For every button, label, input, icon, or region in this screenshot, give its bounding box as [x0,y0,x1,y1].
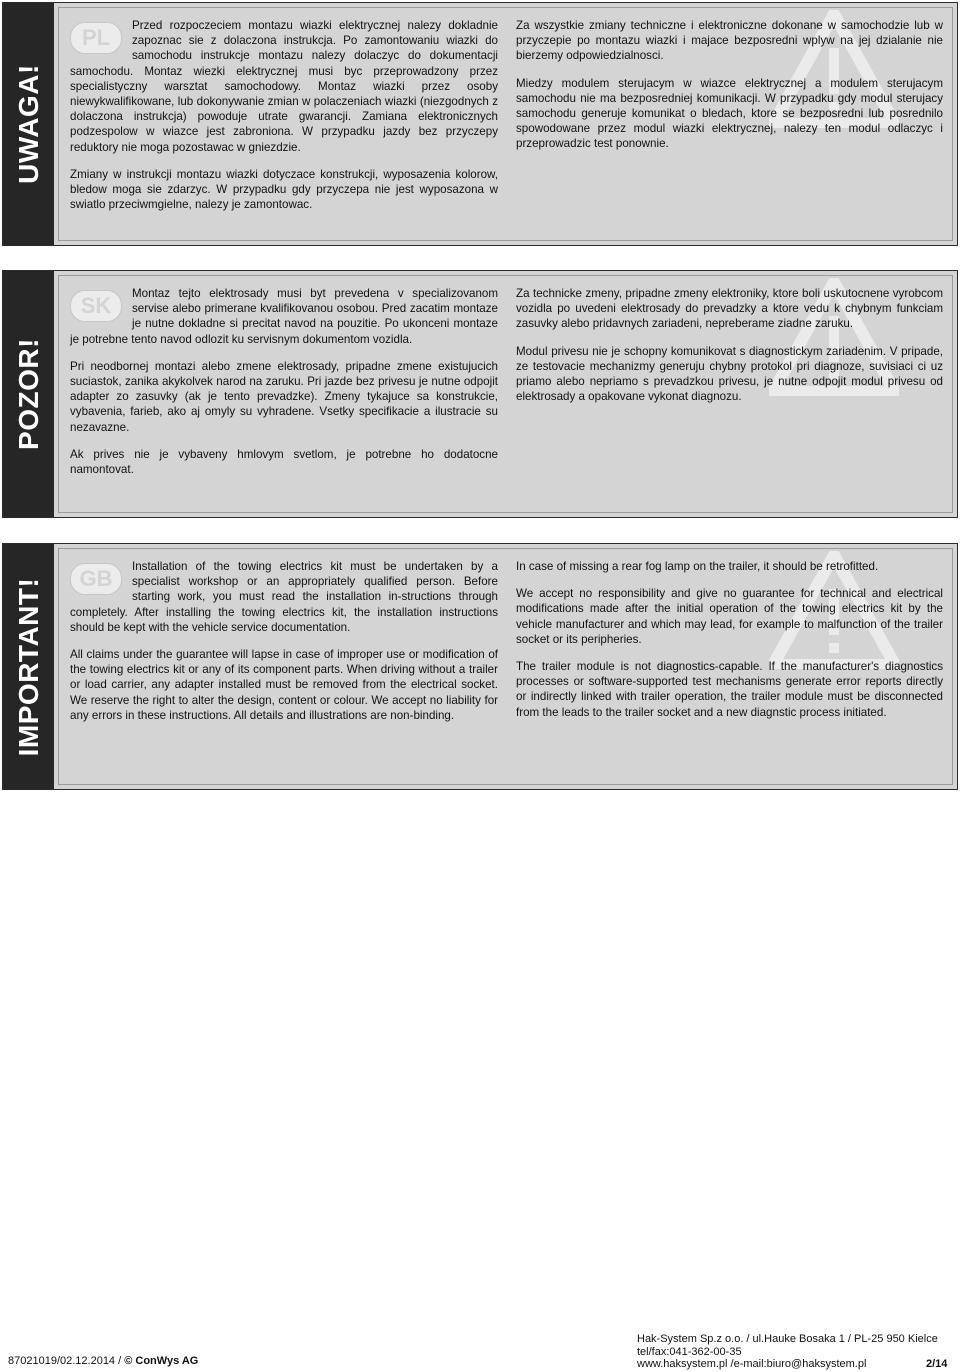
right-column [516,18,943,164]
section-content [58,548,953,785]
language-badge-gb: GB [70,563,122,595]
left-column [70,18,498,224]
warning-section-sk [2,270,958,518]
paragraph: Modul privesu nie je schopny komunikovat s diagnostickym zariadenim. V pripade, ze testovacie mechanizmy generuju chybny protokol pri diagnoze, suvisiaci ci uz priamo alebo nepriamo s prevadzkou privesu, je nutne odpojit modul privesu od elektrosady a opakovane vykonat diagnozu. [516,344,943,404]
paragraph: Przed rozpoczeciem montazu wiazki elektrycznej nalezy dokladnie zapoznac sie z dolaczona instrukcja. Po zamontowaniu wiazki do samochodu instrukcje montazu nalezy dolaczyc do dokumentacji samochodu. Montaz wiezki elektrycznej musi byc przeprowadzony przez specialistyczny warsztat samochodowy. Montaz wiazki przez osoby niewykwalifikowane, lub dokonywanie zmian w polaczeniach wiazki (niezgodnych z dolaczona instrukcja) powoduje utrate gwarancji. Zamiana elektronicznych podzespolow w wiazce jest zabroniona. W przypadku jazdy bez przyczepy reduktory nie moga pozostawac w gniezdzie. [70,19,498,154]
right-column [516,286,943,416]
paragraph: Za wszystkie zmiany techniczne i elektroniczne dokonane w samochodzie lub w przyczepie po montazu wiazki i majace bezposredni wplyw na jej dzialanie nie bierzemy odpowiedzialnosci. [516,19,943,63]
side-label-bar [3,271,54,517]
paragraph: Miedzy modulem sterujacym w wiazce elektrycznej a modulem sterujacym samochodu nie ma bezposredniej komunikacji. W przypadku gdy modul sterujacy samochodu generuje komunikat o bledach, ktore se bezposredni lub posrednilo spowodowane przez modul wiazki elektrycznej, nalezy ten modul odlaczyc i przeprowadzic test ponownie. [516,76,943,151]
paragraph: Installation of the towing electrics kit must be undertaken by a specialist workshop or an appropriately qualified person. Before starting work, you must read the installation in-structions through completely. After installing the towing electrics kit, the installation instructions should be kept with the vehicle service documentation. [70,560,498,634]
warning-section-pl [2,2,958,246]
footer-doc-id [8,1355,198,1368]
right-column [516,559,943,732]
company-phone: tel/fax:041-362-00-35 [637,1345,742,1358]
copyright: © ConWys AG [124,1355,199,1367]
paragraph: Pri neodbornej montazi alebo zmene elektrosady, pripadne zmene existujucich suciastok, zanika akykolvek narod na zaruku. Pri jazde bez privesu je nutne odpojit adapter zo zasuvky (ak je tento prevadzke). Zmeny tykajuce sa konstrukcie, vybavenia, farieb, ako aj omyly su vyhradene. Vsetky specifikacie a ilustracie su nezavazne. [70,359,498,434]
company-address: Hak-System Sp.z o.o. / ul.Hauke Bosaka 1 / PL-25 950 Kielce [637,1333,938,1345]
left-column [70,559,498,735]
side-label-bar [3,3,54,245]
footer-company [637,1333,938,1371]
document-number: 87021019/02.12.2014 / [8,1355,122,1367]
section-content [58,275,953,513]
side-label: IMPORTANT! [12,577,44,756]
side-label: UWAGA! [12,64,44,184]
paragraph: Zmiany w instrukcji montazu wiazki dotyczace konstrukcji, wyposazenia kolorow, bledow moga sie zdarzyc. W przypadku gdy przyczepa nie jest wyposazona w swiatlo przeciwmgielne, nalezy je zamontowac. [70,167,498,212]
paragraph: The trailer module is not diagnostics-capable. If the manufacturer's diagnostics processes or software-supported test mechanisms generate error reports directly or indirectly linked with trailer operation, the trailer module must be disconnected from the leads to the trailer socket and a new diagnstic process initiated. [516,660,943,719]
side-label: POZOR! [12,338,44,450]
paragraph: In case of missing a rear fog lamp on the trailer, it should be retrofitted. [516,560,879,573]
paragraph: All claims under the guarantee will lapse in case of improper use or modification of the towing electrics kit or any of its component parts. When driving without a trailer or load carrier, any adapter installed must be removed from the electrical socket. We reserve the right to alter the design, content or colour. We accept no liability for any errors in these instructions. All details and illustrations are non-binding. [70,648,498,722]
paragraph: We accept no responsibility and give no guarantee for technical and electrical modifications made after the initial operation of the towing electrics kit by the vehicle manufacturer and which may lead, for example to malfunction of the trailer socket or its peripheries. [516,587,943,646]
left-column [70,286,498,489]
paragraph: Ak prives nie je vybaveny hmlovym svetlom, je potrebne ho dodatocne namontovat. [70,447,498,477]
section-content [58,7,953,241]
language-badge-pl: PL [70,22,122,54]
warning-section-gb [2,543,958,790]
language-badge-sk: SK [70,290,122,322]
paragraph: Za technicke zmeny, pripadne zmeny elektroniky, ktore boli uskutocnene vyrobcom vozidla po uvedeni elektrosady do prevadzky a ktore vedu k chybnym funkciam zasuvky alebo pridavnych zariadeni, nepreberame ziadne zaruku. [516,287,943,331]
company-web-email: www.haksystem.pl /e-mail:biuro@haksystem.pl [637,1358,867,1370]
side-label-bar [3,544,54,789]
paragraph: Montaz tejto elektrosady musi byt prevedena v specializovanom servise alebo primerane kvalifikovanou osobou. Pred zacatim montaze je nutne dokladne si precitat navod na pouzitie. Po ukonceni montaze je potrebne tento navod odlozit ku servisnym dokumentom vozidla. [70,287,498,346]
page-number: 2/14 [926,1358,948,1370]
